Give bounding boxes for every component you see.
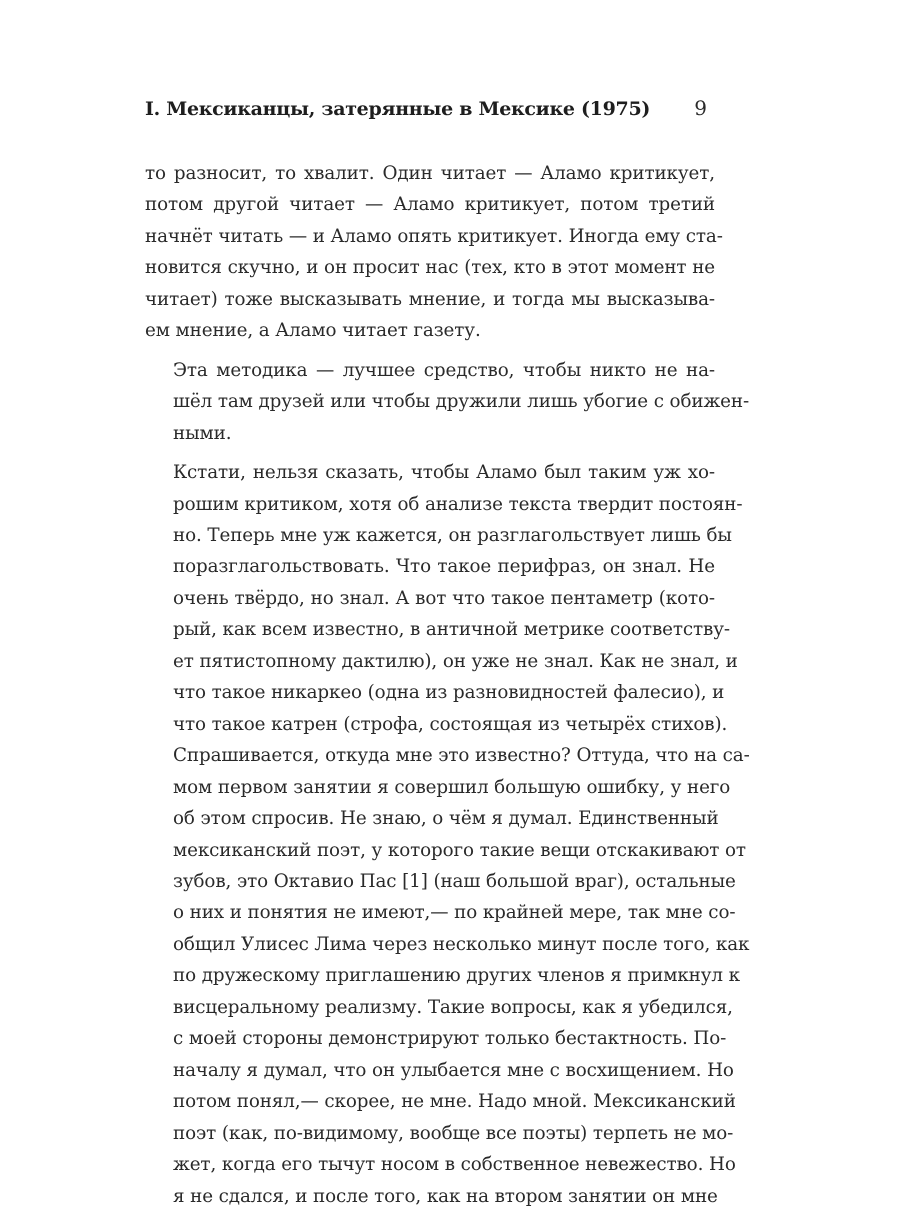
text-line: о них и понятия не имеют,— по крайней мере, так мне со-: [173, 902, 736, 924]
text-line: Спрашивается, откуда мне это известно? Оттуда, что на са-: [173, 745, 750, 767]
text-line: висцеральному реализму. Такие вопросы, как я убедился,: [173, 996, 733, 1018]
book-page: [145, 96, 750, 1220]
text-line: новится скучно, и он просит нас (тех, кто в этот момент не: [145, 257, 715, 279]
text-line: потом понял,— скорее, не мне. Надо мной. Мексиканский: [173, 1091, 736, 1113]
text-line: что такое никаркео (одна из разновидностей фалесио), и: [173, 682, 725, 704]
text-line: общил Улисес Лима через несколько минут после того, как: [173, 933, 750, 955]
text-line: но. Теперь мне уж кажется, он разглагольствует лишь бы: [173, 524, 732, 546]
text-line: я не сдался, и после того, как на втором занятии он мне: [173, 1185, 718, 1207]
paragraph: [145, 457, 750, 1212]
text-line: начнёт читать — и Аламо опять критикует. Иногда ему ста-: [145, 225, 723, 247]
text-line: что такое катрен (строфа, состоящая из четырёх стихов).: [173, 713, 728, 735]
text-line: Эта методика — лучшее средство, чтобы никто не на-: [173, 359, 715, 381]
text-line: поразглагольствовать. Что такое перифраз, он знал. Не: [173, 556, 715, 578]
text-line: очень твёрдо, но знал. А вот что такое пентаметр (кото-: [173, 587, 715, 609]
running-head: [145, 96, 715, 136]
text-line: то разносит, то хвалит. Один читает — Аламо критикует,: [145, 163, 715, 184]
text-line: шёл там друзей или чтобы дружили лишь убогие с обижен-: [173, 391, 750, 413]
text-line: Кстати, нельзя сказать, чтобы Аламо был таким уж хо-: [173, 462, 715, 484]
page-number: 9: [694, 96, 707, 120]
body-text: [145, 158, 750, 1212]
text-line: по дружескому приглашению других членов я примкнул к: [173, 965, 740, 987]
text-line: началу я думал, что он улыбается мне с восхищением. Но: [173, 1059, 734, 1081]
text-line: с моей стороны демонстрируют только бестактность. По-: [173, 1028, 727, 1050]
chapter-title: I. Мексиканцы, затерянные в Мексике (1975): [145, 98, 651, 120]
paragraph: [145, 158, 723, 347]
text-line: рошим критиком, хотя об анализе текста твердит постоян-: [173, 493, 743, 515]
text-line: ет пятистопному дактилю), он уже не знал. Как не знал, и: [173, 650, 738, 672]
text-line: мом первом занятии я совершил большую ошибку, у него: [173, 776, 731, 798]
text-line: поэт (как, по-видимому, вообще все поэты) терпеть не мо-: [173, 1122, 734, 1144]
text-line: рый, как всем известно, в античной метрике соответству-: [173, 619, 730, 641]
text-line: потом другой читает — Аламо критикует, потом третий: [145, 194, 715, 216]
text-line: мексиканский поэт, у которого такие вещи отскакивают от: [173, 839, 746, 861]
text-line: читает) тоже высказывать мнение, и тогда мы высказыва-: [145, 288, 715, 310]
text-line: ными.: [173, 422, 232, 444]
text-line: ем мнение, а Аламо читает газету.: [145, 320, 481, 342]
text-line: зубов, это Октавио Пас [1] (наш большой враг), остальные: [173, 870, 736, 892]
text-line: жет, когда его тычут носом в собственное невежество. Но: [173, 1154, 736, 1176]
paragraph: [145, 355, 750, 449]
text-line: об этом спросив. Не знаю, о чём я думал. Единственный: [173, 808, 719, 830]
